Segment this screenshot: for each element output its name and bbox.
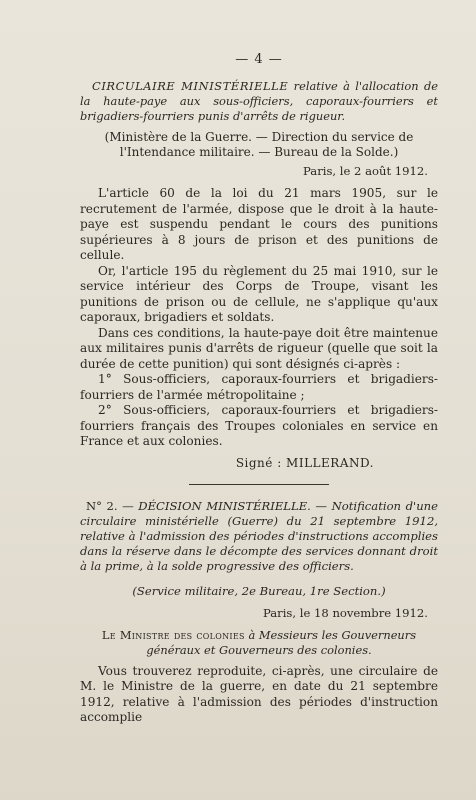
page-number: — 4 — [235, 52, 283, 67]
section-divider [189, 484, 329, 485]
circular-title-rest: relative à l'allocation de la haute-paye aux sous-officiers, caporaux-fourriers et brigadiers-fourriers punis d'arrêts de rigueur. [80, 79, 438, 123]
circular-paragraph: L'article 60 de la loi du 21 mars 1905, sur le recrutement de l'armée, dispose que le droit à la haute-paye est suspendu pendant le cours des punitions supérieures à 8 jours de prison et des punitions de cellule. [80, 186, 438, 262]
circular-paragraph: Or, l'article 195 du règlement du 25 mai 1910, sur le service intérieur des Corps de Troupe, visant les punitions de prison ou de cellule, ne s'applique qu'aux caporaux, brigadiers et soldats. [80, 263, 438, 324]
decision-address-lead: Le Ministre des colonies [101, 627, 245, 642]
decision-heading [80, 499, 438, 574]
decision-number: N° 2. — [86, 498, 134, 513]
decision-body: Vous trouverez reproduite, ci-après, une circulaire de M. le Ministre de la guerre, en date du 21 septembre 1912, relative à l'admission des périodes d'instruction accomplie [80, 663, 438, 724]
decision-text: Notification d'une circulaire ministérielle (Guerre) du 21 septembre 1912, relative à l'admission des périodes d'instructions accomplies dans la réserve dans le décompte des services donnant droit à la prime, à la solde progressive des officiers. [80, 498, 438, 573]
circular-source: (Ministère de la Guerre. — Direction du service de l'Intendance militaire. — Bureau de la Solde.) [104, 130, 414, 159]
circular-paragraph: Dans ces conditions, la haute-paye doit être maintenue aux militaires punis d'arrêts de rigueur (quelle que soit la durée de cette punition) qui sont désignés ci-après : [80, 325, 438, 371]
circular-paragraph: 1° Sous-officiers, caporaux-fourriers et brigadiers-fourriers de l'armée métropolitaine ; [80, 372, 438, 402]
circular-title: CIRCULAIRE MINISTÉRIELLE [92, 79, 289, 93]
decision-date: Paris, le 18 novembre 1912. [262, 605, 428, 620]
circular-heading [80, 79, 438, 124]
circular-date: Paris, le 2 août 1912. [303, 164, 428, 178]
decision-service: (Service militaire, 2e Bureau, 1re Section.) [132, 583, 386, 598]
decision-title: DÉCISION MINISTÉRIELLE. — [138, 498, 328, 513]
decision-address [80, 628, 438, 658]
decision-address-rest: à Messieurs les Gouverneurs généraux et Gouverneurs des colonies. [146, 627, 417, 657]
circular-signature: Signé : MILLERAND. [235, 455, 374, 470]
circular-paragraph: 2° Sous-officiers, caporaux-fourriers et brigadiers-fourriers français des Troupes coloniales en service en France et aux colonies. [80, 403, 438, 448]
